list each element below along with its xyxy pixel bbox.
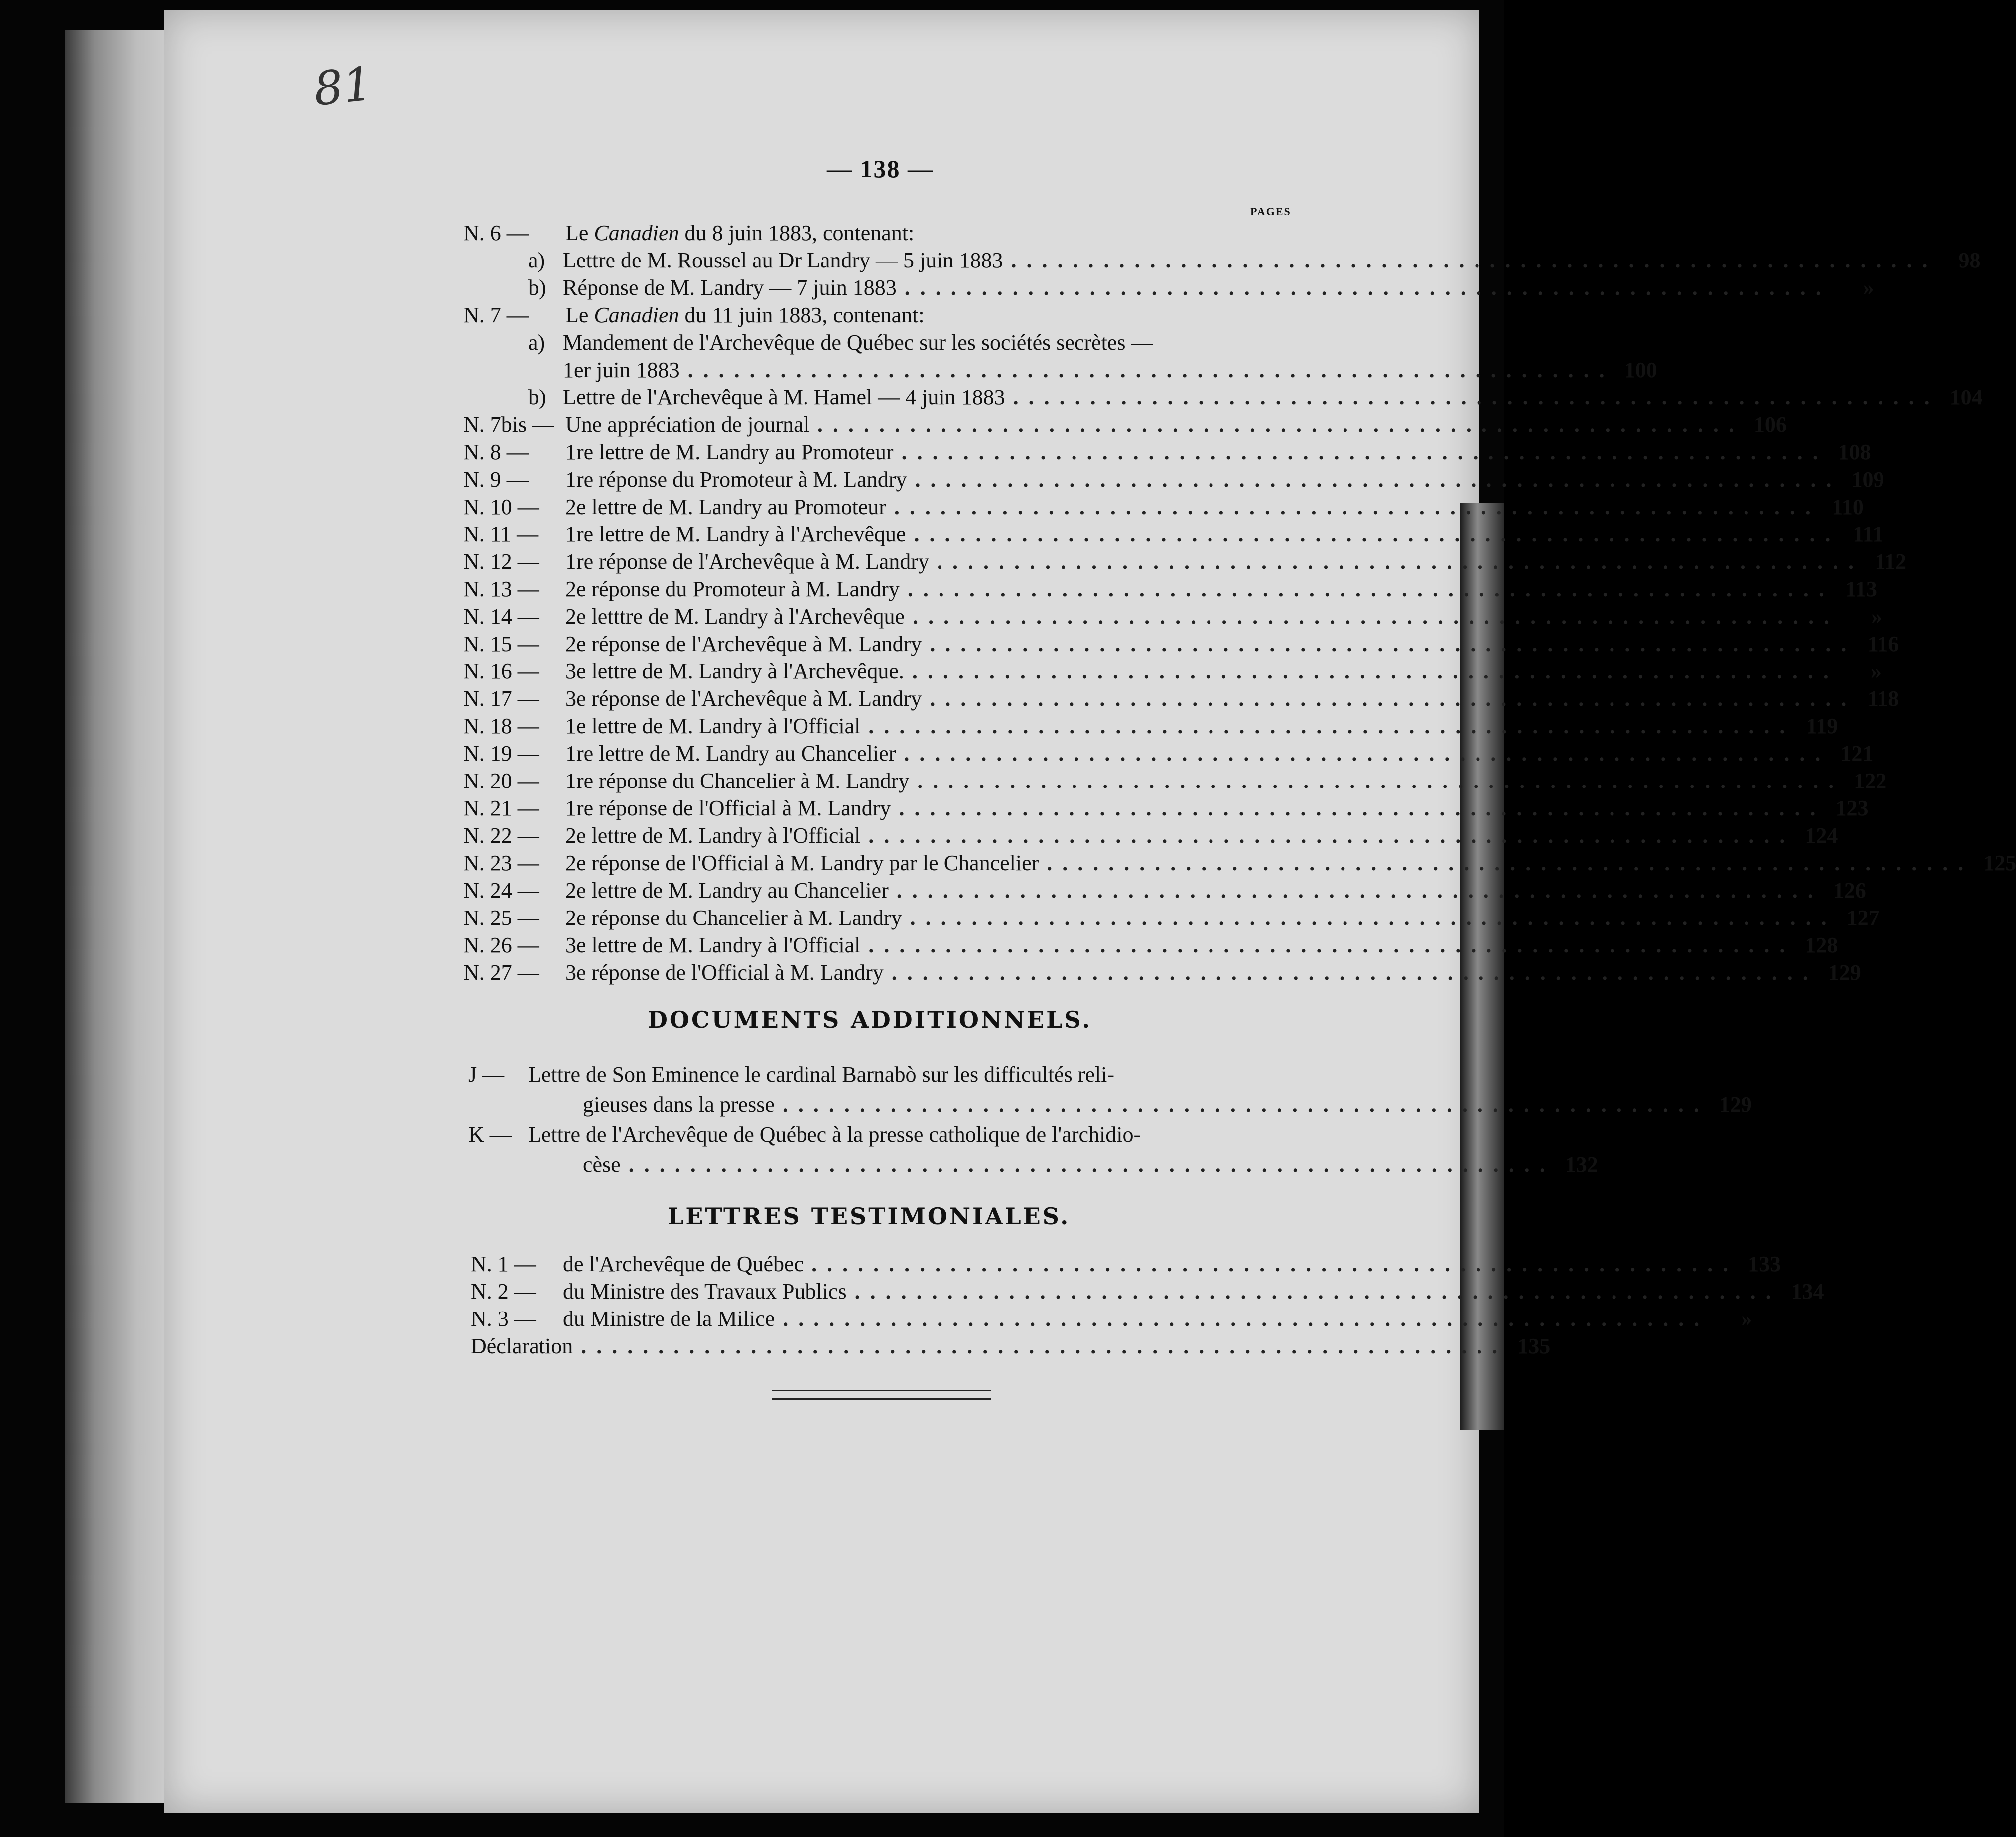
dot-leader: ............................................................ — [904, 741, 1831, 766]
entry-page: 129 — [1828, 960, 1861, 985]
toc-row — [463, 219, 1295, 247]
entry-title: 1re lettre de M. Landry au Promoteur — [565, 440, 894, 464]
entry-number: a) — [528, 330, 545, 355]
entry-title: 1re réponse du Promoteur à M. Landry — [565, 467, 907, 492]
toc-row — [463, 712, 1838, 740]
entry-page: 110 — [1832, 495, 1864, 519]
entry-number: N. 10 — — [463, 495, 539, 519]
entry-title: 1re réponse de l'Archevêque à M. Landry — [565, 549, 929, 574]
dot-leader: ............................................................ — [687, 358, 1614, 382]
toc-row — [463, 466, 1884, 494]
entry-number: N. 1 — — [471, 1252, 536, 1276]
toc-row — [463, 657, 1882, 685]
toc-row — [463, 521, 1883, 548]
dot-leader: ............................................................ — [868, 823, 1795, 848]
dot-leader: ............................................................ — [1011, 248, 1938, 272]
entry-number: N. 3 — — [471, 1307, 536, 1331]
toc-row — [528, 384, 1983, 411]
entry-number: N. 8 — — [463, 440, 529, 464]
entry-page: 132 — [1565, 1152, 1598, 1177]
entry-page: 128 — [1805, 933, 1838, 957]
entry-number: N. 18 — — [463, 714, 539, 738]
toc-row — [528, 274, 1874, 302]
entry-page: 123 — [1835, 796, 1869, 820]
dot-leader: ............................................................ — [782, 1092, 1709, 1117]
toc-row — [463, 904, 1880, 932]
dot-leader: ............................................................ — [907, 577, 1834, 601]
entry-number: N. 11 — — [463, 522, 539, 546]
entry-number: N. 15 — — [463, 632, 539, 656]
entry-number: N. 22 — — [463, 823, 539, 848]
toc-row — [583, 1151, 1598, 1179]
entry-title: Lettre de l'Archevêque à M. Hamel — 4 juin 1883 — [563, 385, 1005, 409]
entry-page: 98 — [1958, 248, 1981, 272]
entry-page: 133 — [1748, 1252, 1781, 1276]
toc-row — [463, 301, 1295, 329]
pages-column-label: PAGES — [1250, 205, 1291, 218]
entry-title: 1re lettre de M. Landry à l'Archevêque — [565, 522, 906, 546]
entry-number: N. 12 — — [463, 549, 539, 574]
entry-number: K — — [468, 1122, 512, 1147]
entry-page: 125 — [1983, 851, 2016, 875]
dot-leader: ............................................................ — [930, 632, 1857, 656]
entry-number: N. 13 — — [463, 577, 539, 601]
entry-page: » — [1871, 604, 1882, 629]
entry-number: b) — [528, 275, 546, 300]
entry-page: 134 — [1791, 1279, 1824, 1304]
entry-page: 119 — [1806, 714, 1838, 738]
entry-page: 124 — [1805, 823, 1838, 848]
page-number: — 138 — — [827, 155, 934, 183]
entry-title: 3e réponse de l'Archevêque à M. Landry — [565, 686, 922, 711]
entry-title: 3e réponse de l'Official à M. Landry — [565, 960, 884, 985]
dot-leader: ............................................................ — [901, 440, 1828, 464]
toc-row — [463, 767, 1887, 795]
toc-row — [463, 849, 2016, 877]
entry-title: Déclaration — [471, 1334, 573, 1358]
entry-title: Lettre de Son Eminence le cardinal Barnabò sur les difficultés reli- — [528, 1062, 1114, 1087]
entry-title: Réponse de M. Landry — 7 juin 1883 — [563, 275, 897, 300]
entry-number: N. 17 — — [463, 686, 539, 711]
entry-page: 104 — [1949, 385, 1983, 409]
toc-row — [463, 740, 1874, 768]
dot-leader: ............................................................ — [817, 412, 1744, 437]
entry-page: » — [1870, 659, 1882, 683]
entry-page: 116 — [1867, 632, 1899, 656]
closing-rule — [772, 1390, 991, 1400]
entry-page: 121 — [1840, 741, 1874, 766]
section-heading-additional: DOCUMENTS ADDITIONNELS. — [648, 1006, 1092, 1033]
entry-number: N. 21 — — [463, 796, 539, 820]
dot-leader: ............................................................ — [581, 1334, 1508, 1358]
entry-title: 2e réponse du Chancelier à M. Landry — [565, 906, 902, 930]
entry-title: 2e letttre de M. Landry à l'Archevêque — [565, 604, 905, 629]
entry-page: 122 — [1854, 769, 1887, 793]
toc-row — [463, 822, 1838, 850]
entry-page: 100 — [1624, 358, 1657, 382]
toc-row — [563, 356, 1657, 384]
dot-leader: ............................................................ — [894, 495, 1821, 519]
entry-title: Lettre de M. Roussel au Dr Landry — 5 juin 1883 — [563, 248, 1003, 272]
entry-number: N. 23 — — [463, 851, 539, 875]
entry-title: 1re réponse du Chancelier à M. Landry — [565, 769, 910, 793]
dot-leader: ............................................................ — [854, 1279, 1781, 1304]
entry-title: 1re réponse de l'Official à M. Landry — [565, 796, 891, 820]
dot-leader: ............................................................ — [899, 796, 1826, 820]
entry-page: 129 — [1719, 1092, 1752, 1117]
entry-number: N. 25 — — [463, 906, 539, 930]
toc-row — [463, 411, 1787, 439]
entry-title: 1re lettre de M. Landry au Chancelier — [565, 741, 896, 766]
entry-number: N. 2 — — [471, 1279, 536, 1304]
entry-title: gieuses dans la presse — [583, 1092, 775, 1117]
dot-leader: ............................................................ — [868, 714, 1795, 738]
entry-title: Mandement de l'Archevêque de Québec sur les sociétés secrètes — — [563, 330, 1153, 355]
dot-leader: ............................................................ — [904, 275, 1831, 300]
dot-leader: ............................................................ — [910, 906, 1837, 930]
dot-leader: ............................................................ — [913, 604, 1840, 629]
entry-title: de l'Archevêque de Québec — [563, 1252, 804, 1276]
dot-leader: ............................................................ — [915, 467, 1842, 492]
entry-number: N. 16 — — [463, 659, 539, 683]
entry-title: du Ministre des Travaux Publics — [563, 1279, 847, 1304]
entry-number: N. 14 — — [463, 604, 539, 629]
entry-page: 126 — [1833, 878, 1866, 903]
entry-title: 3e lettre de M. Landry à l'Official — [565, 933, 861, 957]
toc-row — [463, 630, 1899, 658]
toc-row — [463, 575, 1877, 603]
entry-page: 109 — [1851, 467, 1884, 492]
dot-leader: ............................................................ — [628, 1152, 1555, 1177]
dot-leader: ............................................................ — [917, 769, 1844, 793]
toc-row — [463, 438, 1871, 466]
entry-title: 2e réponse de l'Archevêque à M. Landry — [565, 632, 922, 656]
entry-number: N. 7bis — — [463, 412, 554, 437]
dot-leader: ............................................................ — [783, 1307, 1710, 1331]
toc-row — [471, 1250, 1781, 1278]
entry-number: N. 26 — — [463, 933, 539, 957]
entry-page: 108 — [1838, 440, 1871, 464]
toc-row — [463, 794, 1869, 822]
entry-title: cèse — [583, 1152, 621, 1177]
dot-leader: ............................................................ — [1013, 385, 1940, 409]
entry-title: Lettre de l'Archevêque de Québec à la presse catholique de l'archidio- — [528, 1122, 1141, 1147]
entry-title: 2e réponse de l'Official à M. Landry par le Chancelier — [565, 851, 1039, 875]
entry-page: 135 — [1517, 1334, 1551, 1358]
entry-number: N. 9 — — [463, 467, 529, 492]
toc-row — [471, 1332, 1551, 1360]
entry-number: N. 19 — — [463, 741, 539, 766]
entry-page: » — [1863, 275, 1874, 300]
entry-page: 127 — [1846, 906, 1880, 930]
entry-title: 2e réponse du Promoteur à M. Landry — [565, 577, 900, 601]
entry-number: a) — [528, 248, 545, 272]
toc-row — [528, 329, 1295, 357]
toc-row — [471, 1305, 1752, 1333]
entry-page: 111 — [1853, 522, 1883, 546]
handwritten-mark: 81 — [311, 57, 375, 116]
toc-row — [463, 603, 1882, 631]
toc-row — [463, 548, 1906, 576]
entry-page: 118 — [1867, 686, 1899, 711]
entry-title: du Ministre de la Milice — [563, 1307, 775, 1331]
dot-leader: ............................................................ — [868, 933, 1795, 957]
dot-leader: ............................................................ — [891, 960, 1818, 985]
entry-page: 113 — [1845, 577, 1877, 601]
entry-title: 3e lettre de M. Landry à l'Archevêque. — [565, 659, 904, 683]
dot-leader: ............................................................ — [1047, 851, 1974, 875]
entry-title: 1er juin 1883 — [563, 358, 680, 382]
entry-title: Le Canadien du 11 juin 1883, contenant: — [565, 303, 925, 327]
toc-row — [468, 1061, 1295, 1089]
entry-number: J — — [468, 1062, 505, 1087]
toc-row — [463, 685, 1899, 713]
dot-leader: ............................................................ — [896, 878, 1823, 903]
toc-row — [463, 931, 1838, 959]
dot-leader: ............................................................ — [914, 522, 1841, 546]
toc-row — [471, 1278, 1824, 1306]
entry-title: Une appréciation de journal — [565, 412, 809, 437]
entry-number: N. 7 — — [463, 303, 529, 327]
dot-leader: ............................................................ — [912, 659, 1839, 683]
toc-row — [468, 1121, 1295, 1149]
toc-row — [463, 877, 1866, 905]
dot-leader: ............................................................ — [930, 686, 1857, 711]
entry-title: 2e lettre de M. Landry à l'Official — [565, 823, 861, 848]
entry-number: N. 20 — — [463, 769, 539, 793]
entry-number: N. 27 — — [463, 960, 539, 985]
entry-title: 2e lettre de M. Landry au Promoteur — [565, 495, 886, 519]
dot-leader: ............................................................ — [811, 1252, 1739, 1276]
entry-page: » — [1741, 1307, 1752, 1331]
section-heading-testimonial: LETTRES TESTIMONIALES. — [668, 1203, 1071, 1230]
entry-title: 2e lettre de M. Landry au Chancelier — [565, 878, 889, 903]
dot-leader: ............................................................ — [937, 549, 1864, 574]
toc-row — [583, 1091, 1752, 1119]
entry-number: N. 24 — — [463, 878, 539, 903]
toc-row — [463, 493, 1864, 521]
entry-page: 106 — [1753, 412, 1787, 437]
entry-title: 1e lettre de M. Landry à l'Official — [565, 714, 861, 738]
toc-row — [528, 247, 1981, 274]
entry-page: 112 — [1875, 549, 1906, 574]
entry-number: N. 6 — — [463, 221, 529, 245]
entry-number: b) — [528, 385, 546, 409]
toc-row — [463, 959, 1861, 987]
entry-title: Le Canadien du 8 juin 1883, contenant: — [565, 221, 915, 245]
